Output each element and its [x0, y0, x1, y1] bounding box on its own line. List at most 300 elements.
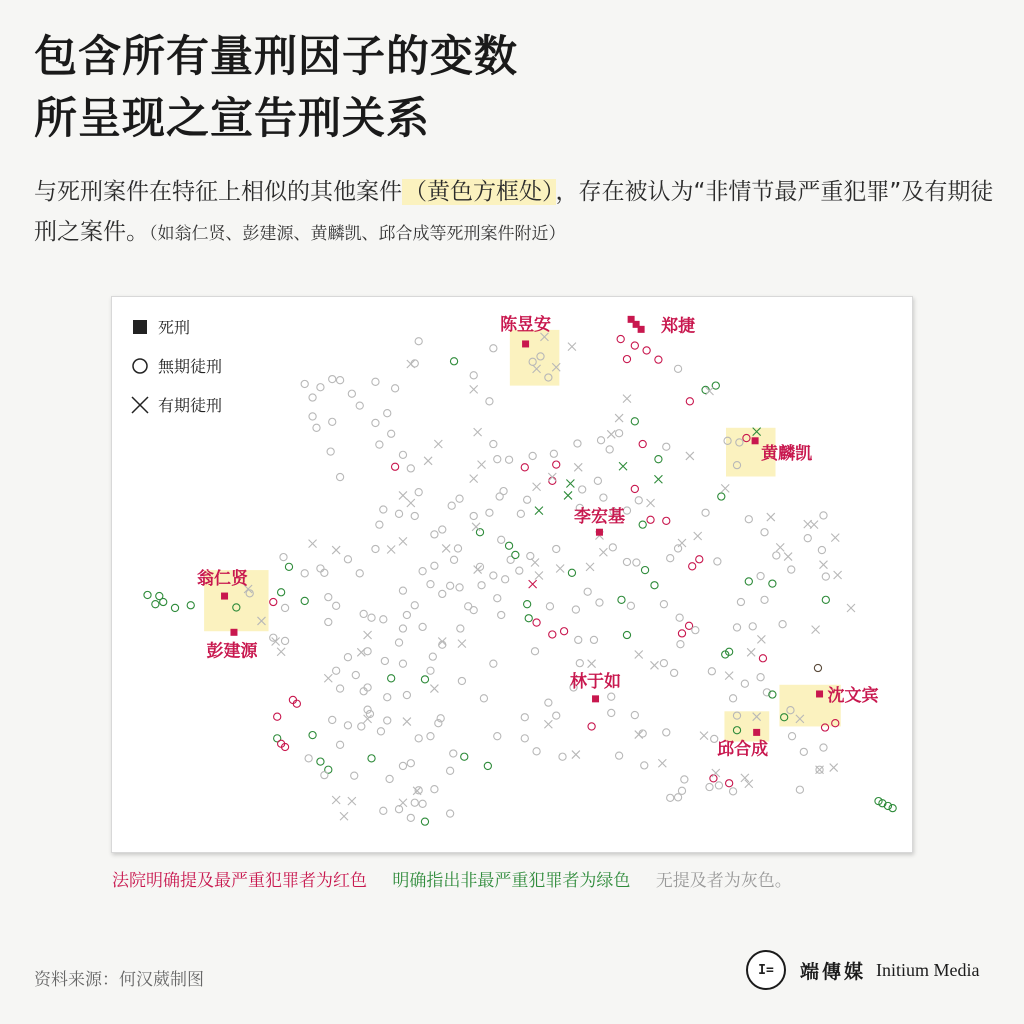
life-sentence-point [512, 551, 519, 558]
life-sentence-point [496, 493, 503, 500]
legend-label: 死刑 [158, 318, 191, 337]
life-sentence-point [568, 569, 575, 576]
life-sentence-point [576, 660, 583, 667]
life-sentence-point [525, 615, 532, 622]
life-sentence-point [376, 441, 383, 448]
life-sentence-point [325, 618, 332, 625]
life-sentence-point [521, 735, 528, 742]
life-sentence-point [421, 676, 428, 683]
fixed-term-point [434, 440, 442, 448]
life-sentence-point [395, 639, 402, 646]
title-line-1: 包含所有量刑因子的变数 [34, 32, 518, 82]
life-sentence-point [546, 603, 553, 610]
fixed-term-point [831, 534, 839, 542]
life-sentence-point [494, 456, 501, 463]
life-sentence-point [505, 542, 512, 549]
life-sentence-point [317, 565, 324, 572]
life-sentence-point [545, 699, 552, 706]
life-sentence-point [372, 545, 379, 552]
life-sentence-point [450, 750, 457, 757]
life-sentence-point [313, 424, 320, 431]
life-sentence-point [641, 762, 648, 769]
life-sentence-point [498, 611, 505, 618]
gray-note: 无提及者为灰色。 [655, 871, 792, 891]
life-sentence-point [329, 716, 336, 723]
green-note: 明确指出非最严重犯罪者为绿色 [392, 871, 631, 891]
life-sentence-point [399, 587, 406, 594]
life-sentence-point [415, 338, 422, 345]
life-sentence-point [667, 794, 674, 801]
life-sentence-point [484, 762, 491, 769]
life-sentence-point [356, 402, 363, 409]
life-sentence-point [631, 418, 638, 425]
fixed-term-point [407, 499, 415, 507]
life-sentence-point [609, 544, 616, 551]
life-sentence-point [686, 398, 693, 405]
life-sentence-point [336, 377, 343, 384]
death-penalty-point [592, 695, 599, 702]
life-sentence-point [627, 602, 634, 609]
life-sentence-point [407, 814, 414, 821]
life-sentence-point [663, 443, 670, 450]
fixed-term-point [424, 457, 432, 465]
life-sentence-point [351, 772, 358, 779]
fixed-term-point [599, 548, 607, 556]
life-sentence-point [439, 526, 446, 533]
life-sentence-point [757, 572, 764, 579]
fixed-term-point [572, 751, 580, 759]
source-credit: 资料来源：何汉葳制图 [34, 970, 204, 990]
life-sentence-point [321, 569, 328, 576]
fixed-term-point [812, 626, 820, 634]
brand [746, 950, 980, 990]
life-sentence-point [270, 598, 277, 605]
life-sentence-point [618, 596, 625, 603]
fixed-term-point [725, 672, 733, 680]
legend-label: 有期徒刑 [158, 396, 223, 415]
life-sentence-point [301, 570, 308, 577]
life-sentence-point [718, 493, 725, 500]
life-sentence-point [549, 631, 556, 638]
life-sentence-point [358, 723, 365, 730]
life-sentence-point [715, 782, 722, 789]
life-sentence-point [399, 762, 406, 769]
fixed-term-point [533, 483, 541, 491]
life-sentence-point [380, 506, 387, 513]
fixed-term-point [700, 732, 708, 740]
fixed-term-point [694, 532, 702, 540]
life-sentence-point [616, 430, 623, 437]
life-sentence-point [745, 516, 752, 523]
life-sentence-point [187, 602, 194, 609]
life-sentence-point [392, 385, 399, 392]
fixed-term-point [544, 720, 552, 728]
life-sentence-point [494, 733, 501, 740]
life-sentence-point [458, 677, 465, 684]
fixed-term-point [819, 561, 827, 569]
life-sentence-point [590, 636, 597, 643]
life-sentence-point [521, 714, 528, 721]
life-sentence-point [529, 452, 536, 459]
death-case-label: 陈昱安 [500, 314, 552, 335]
life-sentence-point [655, 356, 662, 363]
life-sentence-point [757, 674, 764, 681]
life-sentence-point [639, 440, 646, 447]
life-sentence-point [606, 446, 613, 453]
life-sentence-point [450, 556, 457, 563]
life-sentence-point [524, 496, 531, 503]
life-sentence-point [674, 794, 681, 801]
life-sentence-point [490, 440, 497, 447]
life-sentence-point [274, 713, 281, 720]
red-note: 法院明确提及最严重犯罪者为红色 [112, 871, 367, 891]
life-sentence-point [521, 464, 528, 471]
death-penalty-point [596, 529, 603, 536]
life-sentence-point [588, 723, 595, 730]
life-sentence-point [309, 731, 316, 738]
life-sentence-point [696, 556, 703, 563]
death-case-label: 彭建源 [206, 641, 258, 662]
fixed-term-point [588, 660, 596, 668]
fixed-term-point [442, 544, 450, 552]
life-sentence-point [372, 378, 379, 385]
life-sentence-point [399, 625, 406, 632]
life-sentence-point [278, 589, 285, 596]
life-sentence-point [533, 619, 540, 626]
fixed-term-point [757, 635, 765, 643]
life-sentence-point [421, 818, 428, 825]
life-sentence-point [360, 610, 367, 617]
life-sentence-point [352, 671, 359, 678]
scatter-plot-panel [111, 296, 913, 853]
life-sentence-point [788, 566, 795, 573]
fixed-term-point [458, 640, 466, 648]
fixed-term-point [478, 461, 486, 469]
life-sentence-point [641, 566, 648, 573]
life-sentence-point [671, 669, 678, 676]
fixed-term-point [324, 674, 332, 682]
life-sentence-point [822, 596, 829, 603]
fixed-term-point [430, 685, 438, 693]
life-sentence-point [333, 667, 340, 674]
life-sentence-point [729, 788, 736, 795]
life-sentence-point [692, 627, 699, 634]
scatter-chart [112, 297, 914, 854]
life-sentence-point [336, 741, 343, 748]
fixed-term-point [619, 462, 627, 470]
life-sentence-point [596, 599, 603, 606]
life-sentence-point [270, 634, 277, 641]
life-sentence-point [643, 347, 650, 354]
life-sentence-point [281, 604, 288, 611]
death-case-label: 翁仁贤 [197, 569, 249, 590]
subtitle-part-2: ，存在被认为“非情节最严重犯罪”及有期徒刑之案件。 [34, 179, 994, 245]
life-sentence-point [317, 758, 324, 765]
life-sentence-point [317, 384, 324, 391]
fixed-term-point [474, 566, 482, 574]
life-sentence-point [689, 563, 696, 570]
life-sentence-point [336, 685, 343, 692]
fixed-term-point [615, 414, 623, 422]
legend-circle-icon [133, 359, 147, 373]
life-sentence-point [457, 625, 464, 632]
life-sentence-point [372, 419, 379, 426]
fixed-term-point [647, 499, 655, 507]
legend-square-icon [133, 320, 147, 334]
life-sentence-point [280, 554, 287, 561]
death-penalty-point [230, 629, 237, 636]
life-sentence-point [325, 594, 332, 601]
death-case-label: 郑捷 [661, 316, 696, 337]
life-sentence-point [380, 807, 387, 814]
life-sentence-point [476, 529, 483, 536]
fixed-term-point [529, 580, 537, 588]
life-sentence-point [804, 535, 811, 542]
death-penalty-point [221, 593, 228, 600]
fixed-term-point [348, 797, 356, 805]
life-sentence-point [524, 601, 531, 608]
life-sentence-point [403, 611, 410, 618]
fixed-term-point [721, 484, 729, 492]
title-line-2: 所呈现之宣告刑关系 [34, 94, 430, 144]
life-sentence-point [729, 695, 736, 702]
fixed-term-point [810, 521, 818, 529]
life-sentence-point [431, 531, 438, 538]
life-sentence-point [553, 461, 560, 468]
life-sentence-point [429, 653, 436, 660]
life-sentence-point [708, 668, 715, 675]
subtitle [34, 172, 1004, 254]
life-sentence-point [336, 473, 343, 480]
life-sentence-point [171, 604, 178, 611]
life-sentence-point [651, 582, 658, 589]
death-case-label: 沈文宾 [827, 685, 879, 706]
death-penalty-point [753, 729, 760, 736]
death-penalty-point [816, 690, 823, 697]
life-sentence-point [344, 722, 351, 729]
life-sentence-point [321, 772, 328, 779]
life-sentence-point [368, 755, 375, 762]
life-sentence-point [579, 486, 586, 493]
life-sentence-point [681, 776, 688, 783]
life-sentence-point [759, 655, 766, 662]
life-sentence-point [559, 753, 566, 760]
life-sentence-point [470, 607, 477, 614]
life-sentence-point [456, 584, 463, 591]
fixed-term-point [332, 546, 340, 554]
life-sentence-point [773, 552, 780, 559]
death-case-label: 李宏基 [573, 507, 625, 528]
fixed-term-point [566, 480, 574, 488]
fixed-term-point [399, 537, 407, 545]
life-sentence-point [399, 451, 406, 458]
life-sentence-point [800, 748, 807, 755]
fixed-term-point [574, 463, 582, 471]
life-sentence-point [309, 394, 316, 401]
life-sentence-point [553, 545, 560, 552]
life-sentence-point [560, 628, 567, 635]
brand-chinese: 端傳媒 [800, 960, 867, 983]
legend-label: 無期徒刑 [158, 357, 223, 376]
life-sentence-point [733, 624, 740, 631]
life-sentence-point [822, 573, 829, 580]
life-sentence-point [431, 786, 438, 793]
fixed-term-point [399, 491, 407, 499]
death-case-label: 林于如 [570, 671, 622, 692]
life-sentence-point [706, 783, 713, 790]
life-sentence-point [329, 418, 336, 425]
life-sentence-point [623, 631, 630, 638]
life-sentence-point [608, 693, 615, 700]
life-sentence-point [380, 616, 387, 623]
life-sentence-point [431, 562, 438, 569]
life-sentence-point [377, 728, 384, 735]
life-sentence-point [144, 591, 151, 598]
brand-english: Initium Media [876, 959, 980, 980]
life-sentence-point [678, 630, 685, 637]
life-sentence-point [608, 709, 615, 716]
death-penalty-point [522, 340, 529, 347]
death-penalty-point [752, 437, 759, 444]
life-sentence-point [368, 614, 375, 621]
life-sentence-point [448, 502, 455, 509]
life-sentence-point [660, 601, 667, 608]
fixed-term-point [816, 766, 824, 774]
fixed-term-point [830, 764, 838, 772]
fixed-term-point [548, 473, 556, 481]
initium-logo-icon: I= [746, 950, 786, 990]
life-sentence-point [384, 694, 391, 701]
fixed-term-point [834, 571, 842, 579]
life-sentence-point [584, 588, 591, 595]
fixed-term-point [309, 540, 317, 548]
life-sentence-point [348, 390, 355, 397]
death-case-label: 邱合成 [717, 739, 769, 760]
life-sentence-point [470, 512, 477, 519]
life-sentence-point [494, 595, 501, 602]
life-sentence-point [820, 744, 827, 751]
fixed-term-point [686, 452, 694, 460]
life-sentence-point [152, 601, 159, 608]
life-sentence-point [386, 775, 393, 782]
death-case-label: 黄麟凯 [761, 443, 813, 464]
life-sentence-point [533, 748, 540, 755]
life-sentence-point [427, 667, 434, 674]
fixed-term-point [741, 774, 749, 782]
fixed-term-point [747, 648, 755, 656]
fixed-term-point [776, 543, 784, 551]
life-sentence-point [490, 345, 497, 352]
life-sentence-point [388, 430, 395, 437]
life-sentence-point [327, 448, 334, 455]
life-sentence-point [655, 456, 662, 463]
life-sentence-point [461, 753, 468, 760]
fixed-term-point [535, 572, 543, 580]
life-sentence-point [478, 582, 485, 589]
fixed-term-point [847, 604, 855, 612]
fixed-term-point [474, 428, 482, 436]
life-sentence-point [505, 456, 512, 463]
life-sentence-point [820, 512, 827, 519]
life-sentence-point [309, 413, 316, 420]
fixed-term-point [399, 799, 407, 807]
fixed-term-point [678, 539, 686, 547]
fixed-term-point [438, 638, 446, 646]
life-sentence-point [769, 580, 776, 587]
life-sentence-point [407, 465, 414, 472]
fixed-term-point [658, 759, 666, 767]
fixed-term-point [387, 546, 395, 554]
life-sentence-point [685, 622, 692, 629]
life-sentence-point [631, 342, 638, 349]
life-sentence-point [667, 555, 674, 562]
life-sentence-point [531, 648, 538, 655]
legend-cross-icon [132, 397, 148, 413]
fixed-term-point [277, 648, 285, 656]
life-sentence-point [480, 695, 487, 702]
life-sentence-point [415, 489, 422, 496]
life-sentence-point [447, 810, 454, 817]
life-sentence-point [388, 675, 395, 682]
life-sentence-point [407, 760, 414, 767]
life-sentence-point [285, 563, 292, 570]
life-sentence-point [502, 576, 509, 583]
death-penalty-point [638, 326, 645, 333]
life-sentence-point [745, 578, 752, 585]
life-sentence-point [726, 780, 733, 787]
fixed-term-point [364, 631, 372, 639]
life-sentence-point [301, 597, 308, 604]
fixed-term-point [784, 553, 792, 561]
life-sentence-point [411, 512, 418, 519]
life-sentence-point [678, 787, 685, 794]
life-sentence-point [399, 660, 406, 667]
page-title [34, 26, 518, 150]
life-sentence-point [674, 545, 681, 552]
life-sentence-point [631, 485, 638, 492]
life-sentence-point [663, 517, 670, 524]
life-sentence-point [516, 567, 523, 574]
life-sentence-point [454, 545, 461, 552]
life-sentence-point [419, 800, 426, 807]
fixed-term-point [745, 780, 753, 788]
fixed-term-point [650, 661, 658, 669]
life-sentence-point [623, 356, 630, 363]
fixed-term-point [332, 796, 340, 804]
fixed-term-point [403, 718, 411, 726]
life-sentence-point [623, 558, 630, 565]
life-sentence-point [395, 510, 402, 517]
fixed-term-point [635, 650, 643, 658]
life-sentence-point [411, 799, 418, 806]
life-sentence-point [447, 767, 454, 774]
life-sentence-point [741, 680, 748, 687]
fixed-term-point [706, 387, 714, 395]
life-sentence-point [616, 752, 623, 759]
life-sentence-point [635, 497, 642, 504]
fixed-term-point [556, 564, 564, 572]
life-sentence-point [447, 582, 454, 589]
life-sentence-point [305, 755, 312, 762]
life-sentence-point [660, 660, 667, 667]
highlight-box [724, 711, 769, 741]
life-sentence-point [574, 440, 581, 447]
life-sentence-point [597, 437, 604, 444]
life-sentence-point [737, 598, 744, 605]
life-sentence-point [419, 568, 426, 575]
life-sentence-point [415, 735, 422, 742]
life-sentence-point [617, 335, 624, 342]
